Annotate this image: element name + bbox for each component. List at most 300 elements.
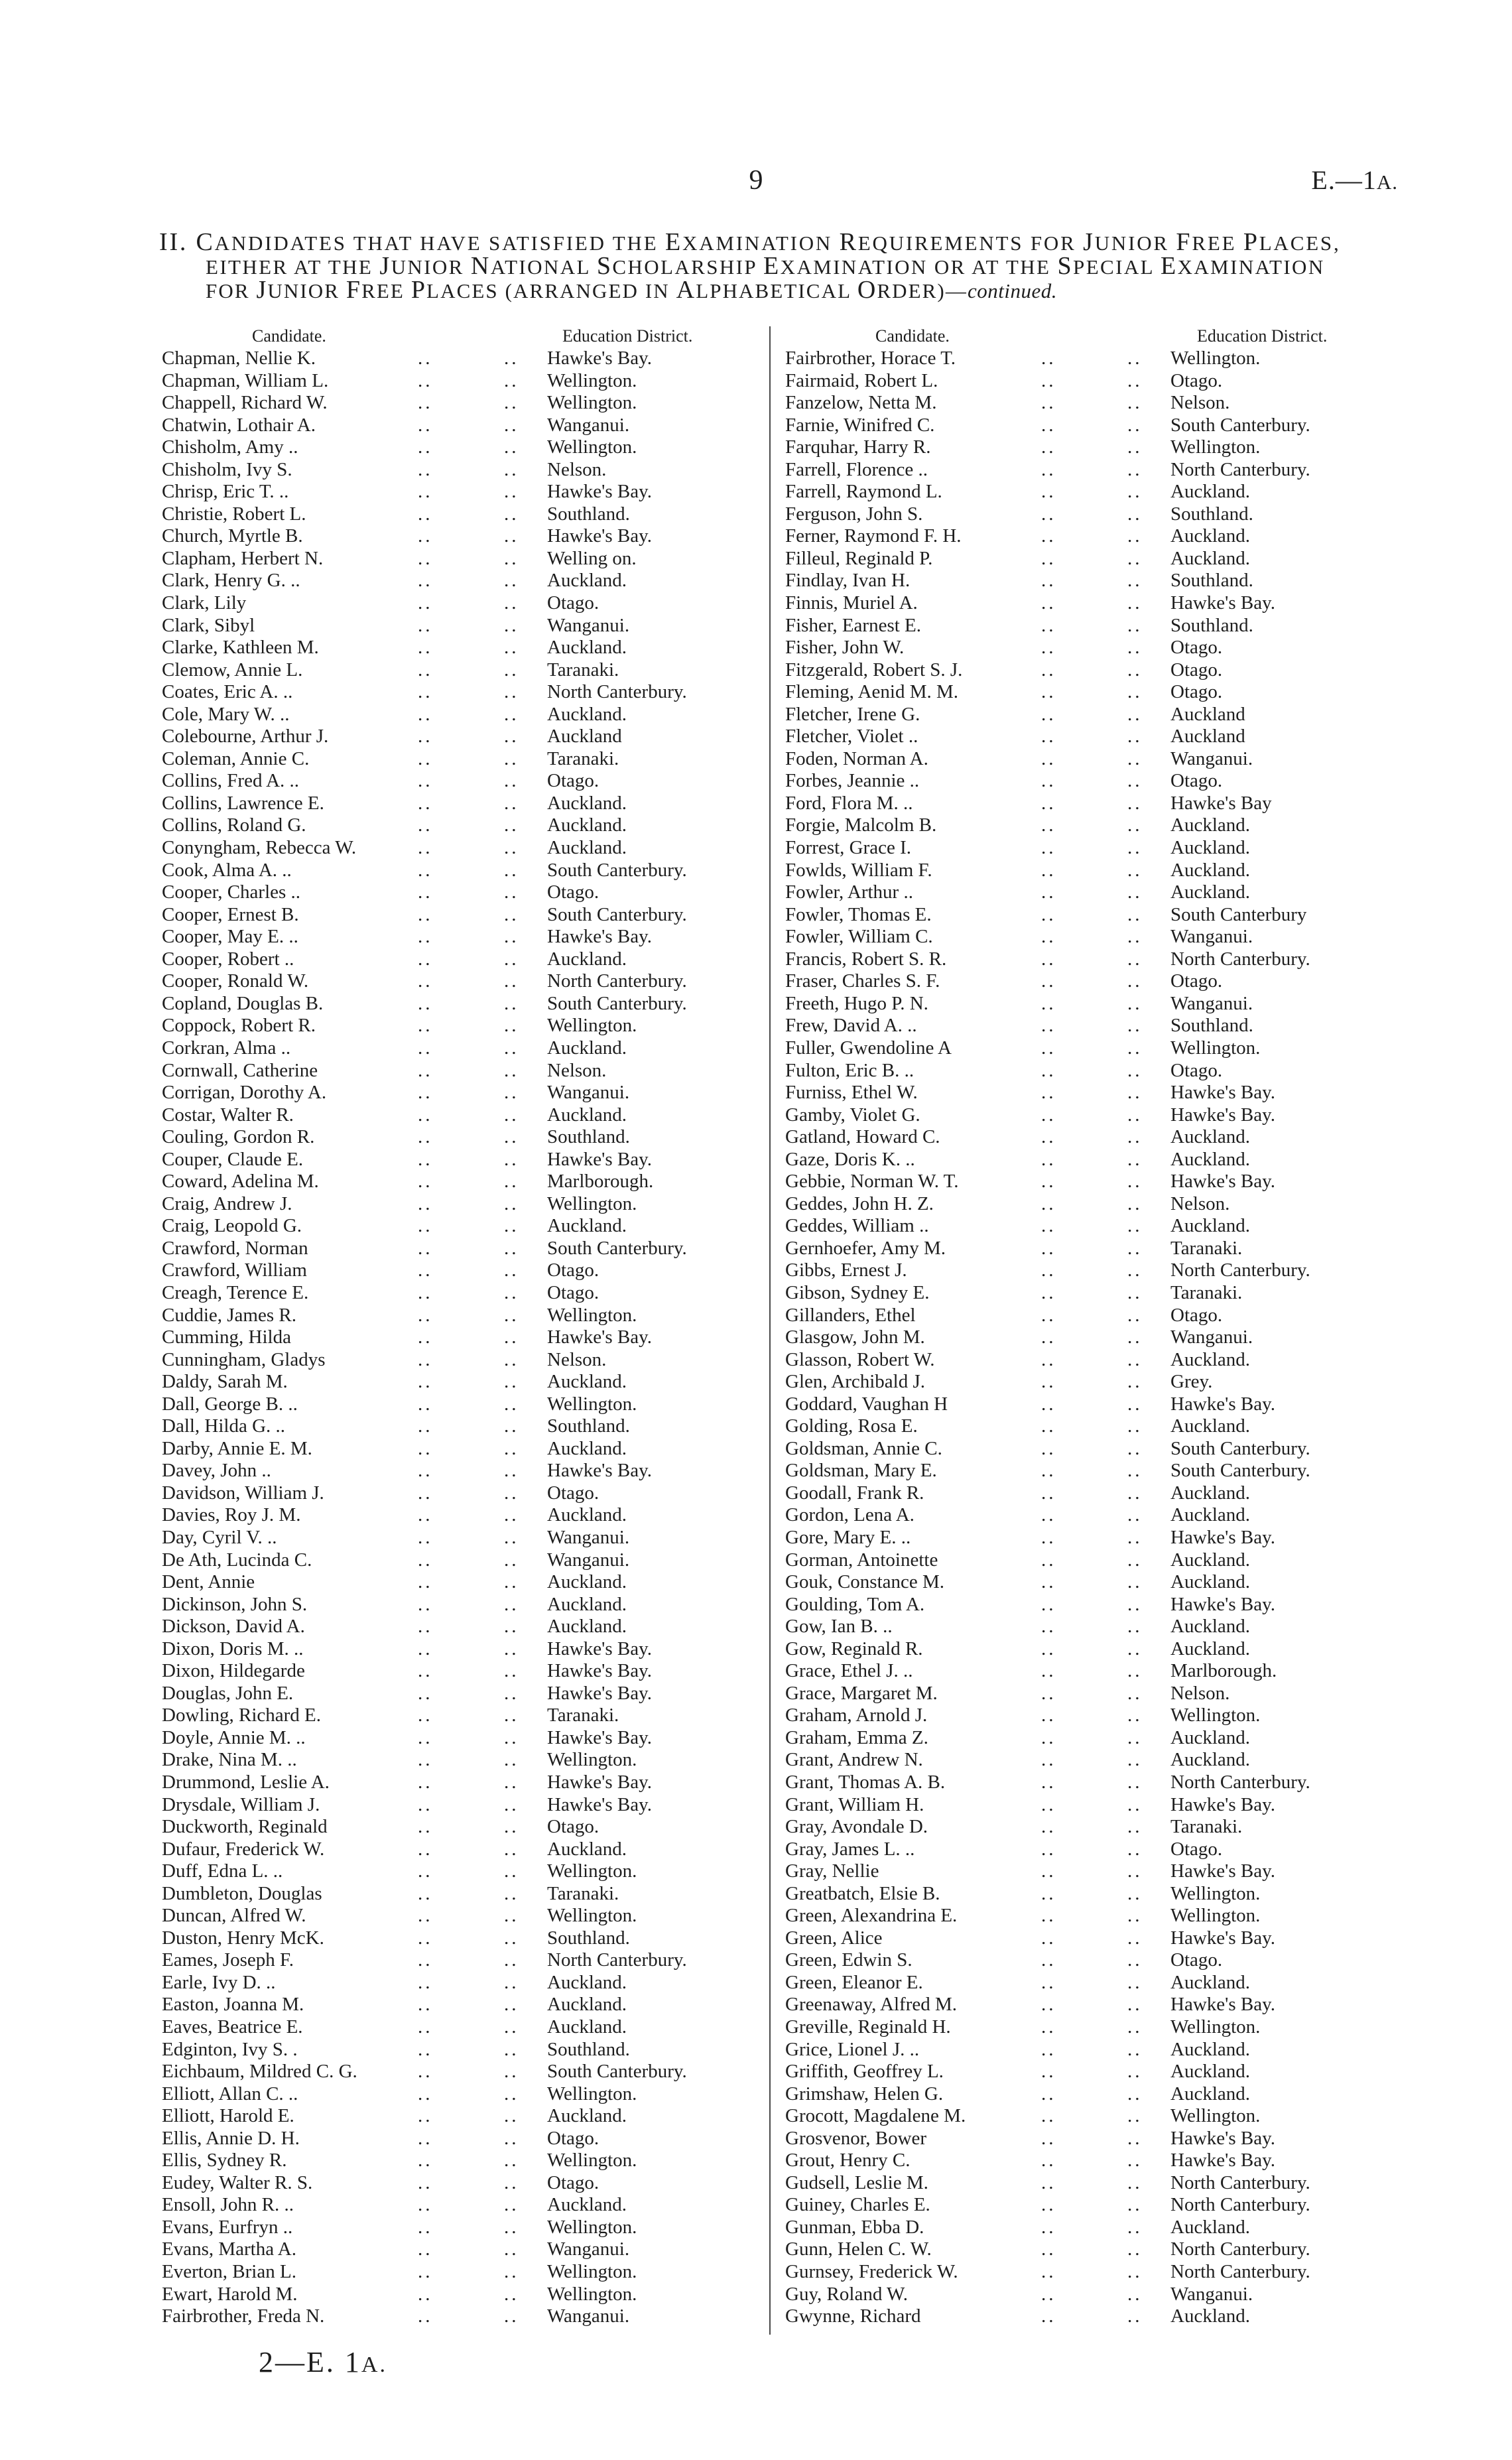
education-district: Auckland. <box>1170 1348 1250 1370</box>
leader-dots: .. <box>1127 1037 1143 1059</box>
leader-dots: .. <box>418 1327 433 1348</box>
leader-dots: .. <box>1127 1371 1143 1393</box>
leader-dots: .. <box>504 792 519 814</box>
candidate-row <box>159 1082 776 1104</box>
leader-dots: .. <box>1041 1504 1056 1526</box>
leader-dots: .. <box>418 859 433 881</box>
candidate-name: Dall, Hilda G. .. <box>162 1415 286 1437</box>
candidate-row <box>783 503 1399 526</box>
leader-dots: .. <box>504 1082 519 1104</box>
leader-dots: .. <box>1127 2150 1143 2171</box>
leader-dots: .. <box>418 1838 433 1860</box>
candidate-row <box>159 1994 776 2016</box>
leader-dots: .. <box>504 525 519 547</box>
candidate-name: Duncan, Alfred W. <box>162 1905 306 1927</box>
leader-dots: .. <box>418 1793 433 1815</box>
education-district: Wellington. <box>1170 1705 1261 1726</box>
leader-dots: .. <box>1127 881 1143 903</box>
leader-dots: .. <box>418 747 433 769</box>
candidate-name: Church, Myrtle B. <box>162 525 303 547</box>
leader-dots: .. <box>1041 1705 1056 1726</box>
leader-dots: .. <box>504 1682 519 1704</box>
candidate-row <box>783 481 1399 503</box>
candidate-name: Cumming, Hilda <box>162 1327 291 1348</box>
candidate-row <box>159 1616 776 1638</box>
leader-dots: .. <box>1041 525 1056 547</box>
candidate-name: Grace, Margaret M. <box>785 1682 938 1704</box>
leader-dots: .. <box>1041 1082 1056 1104</box>
candidate-name: De Ath, Lucinda C. <box>162 1549 312 1571</box>
candidate-name: Findlay, Ivan H. <box>785 570 911 592</box>
candidate-name: Chatwin, Lothair A. <box>162 414 316 436</box>
education-district: Wanganui. <box>1170 1327 1253 1348</box>
leader-dots: .. <box>418 1816 433 1838</box>
candidate-row <box>783 837 1399 860</box>
education-district: Auckland. <box>547 1571 627 1593</box>
education-district: Wellington. <box>547 369 637 391</box>
candidate-name: Ferguson, John S. <box>785 503 923 525</box>
education-district: Otago. <box>1170 970 1223 992</box>
leader-dots: .. <box>418 2016 433 2038</box>
candidate-row <box>783 1504 1399 1527</box>
education-district: Hawke's Bay. <box>1170 1793 1275 1815</box>
education-district: Auckland. <box>1170 2061 1250 2083</box>
candidate-name: Crawford, William <box>162 1260 307 1281</box>
leader-dots: .. <box>418 1148 433 1170</box>
leader-dots: .. <box>504 348 519 369</box>
leader-dots: .. <box>504 1905 519 1927</box>
leader-dots: .. <box>418 926 433 948</box>
candidate-name: Cooper, Ronald W. <box>162 970 309 992</box>
candidate-name: Grout, Henry C. <box>785 2150 911 2171</box>
leader-dots: .. <box>1041 1037 1056 1059</box>
leader-dots: .. <box>504 2061 519 2083</box>
candidate-name: Gordon, Lena A. <box>785 1504 914 1526</box>
education-district: Hawke's Bay. <box>547 1327 652 1348</box>
candidate-row <box>783 1438 1399 1460</box>
leader-dots: .. <box>418 1971 433 1993</box>
leader-dots: .. <box>1041 1015 1056 1037</box>
leader-dots: .. <box>504 547 519 569</box>
leader-dots: .. <box>1127 547 1143 569</box>
education-district: Auckland. <box>1170 547 1250 569</box>
leader-dots: .. <box>1041 2305 1056 2327</box>
leader-dots: .. <box>418 881 433 903</box>
candidate-row <box>159 1438 776 1460</box>
leader-dots: .. <box>1127 1393 1143 1415</box>
candidate-name: Green, Alexandrina E. <box>785 1905 958 1927</box>
leader-dots: .. <box>1041 1327 1056 1348</box>
leader-dots: .. <box>1127 637 1143 659</box>
leader-dots: .. <box>504 1437 519 1459</box>
leader-dots: .. <box>504 703 519 725</box>
candidate-row <box>159 348 776 370</box>
candidate-name: Everton, Brian L. <box>162 2261 296 2283</box>
candidate-name: Coward, Adelina M. <box>162 1171 319 1193</box>
leader-dots: .. <box>1127 1193 1143 1214</box>
candidate-name: Fuller, Gwendoline A <box>785 1037 952 1059</box>
candidate-name: Elliott, Allan C. .. <box>162 2083 298 2104</box>
candidate-name: Gorman, Antoinette <box>785 1549 938 1571</box>
leader-dots: .. <box>504 1994 519 2016</box>
leader-dots: .. <box>1127 436 1143 458</box>
leader-dots: .. <box>418 659 433 680</box>
education-district: Auckland. <box>1170 1482 1250 1504</box>
leader-dots: .. <box>1127 1437 1143 1459</box>
leader-dots: .. <box>1041 2038 1056 2060</box>
candidate-row <box>783 1816 1399 1839</box>
candidate-name: Fisher, John W. <box>785 637 905 659</box>
leader-dots: .. <box>418 1927 433 1949</box>
leader-dots: .. <box>504 1705 519 1726</box>
candidate-name: Farrell, Raymond L. <box>785 481 942 503</box>
leader-dots: .. <box>1127 2194 1143 2216</box>
candidate-name: Gudsell, Leslie M. <box>785 2171 928 2193</box>
education-district: Marlborough. <box>1170 1660 1277 1682</box>
leader-dots: .. <box>418 570 433 592</box>
education-district: Wellington. <box>1170 2105 1261 2127</box>
education-district: Auckland. <box>1170 814 1250 836</box>
leader-dots: .. <box>504 1015 519 1037</box>
candidate-row <box>159 2105 776 2128</box>
heading-line-2: EITHER AT THE JUNIOR NATIONAL SCHOLARSHIP EXAMINATION OR AT THE SPECIAL EXAMINATION <box>206 252 1325 280</box>
education-district: Hawke's Bay. <box>1170 1860 1275 1882</box>
candidate-name: Fairbrother, Freda N. <box>162 2305 325 2327</box>
candidate-name: Gow, Reginald R. <box>785 1638 923 1659</box>
candidate-name: Grace, Ethel J. .. <box>785 1660 913 1682</box>
candidate-name: Eichbaum, Mildred C. G. <box>162 2061 357 2083</box>
leader-dots: .. <box>1127 1860 1143 1882</box>
education-district: Hawke's Bay. <box>547 1726 652 1748</box>
heading-line-1: II. CANDIDATES THAT HAVE SATISFIED THE EXAMINATION REQUIREMENTS FOR JUNIOR FREE PLACES, <box>159 228 1341 256</box>
candidate-row <box>159 1104 776 1127</box>
candidate-row <box>783 814 1399 837</box>
leader-dots: .. <box>1041 726 1056 747</box>
candidate-row <box>159 1415 776 1438</box>
leader-dots: .. <box>418 2061 433 2083</box>
leader-dots: .. <box>1127 2083 1143 2104</box>
candidate-name: Cuddie, James R. <box>162 1304 296 1326</box>
candidate-row <box>159 970 776 993</box>
leader-dots: .. <box>1041 1281 1056 1303</box>
candidate-row <box>783 615 1399 637</box>
education-district: Auckland. <box>547 570 627 592</box>
leader-dots: .. <box>1127 2238 1143 2260</box>
education-district: Hawke's Bay. <box>547 481 652 503</box>
candidate-name: Grant, Thomas A. B. <box>785 1772 946 1793</box>
leader-dots: .. <box>1127 1304 1143 1326</box>
candidate-row <box>159 2238 776 2261</box>
leader-dots: .. <box>1127 747 1143 769</box>
candidate-row <box>783 770 1399 793</box>
education-district: Southland. <box>547 1927 630 1949</box>
leader-dots: .. <box>418 1037 433 1059</box>
leader-dots: .. <box>504 948 519 970</box>
leader-dots: .. <box>504 992 519 1014</box>
candidate-row <box>159 1060 776 1082</box>
leader-dots: .. <box>504 747 519 769</box>
leader-dots: .. <box>1127 1126 1143 1148</box>
candidate-row <box>783 2194 1399 2217</box>
education-district: Hawke's Bay. <box>1170 2150 1275 2171</box>
education-district: Hawke's Bay. <box>1170 1082 1275 1104</box>
leader-dots: .. <box>1041 392 1056 414</box>
candidate-name: Dumbleton, Douglas <box>162 1882 322 1904</box>
education-district: Taranaki. <box>547 1705 619 1726</box>
education-district: Southland. <box>1170 570 1253 592</box>
candidate-name: Ferner, Raymond F. H. <box>785 525 962 547</box>
candidate-row <box>783 1415 1399 1438</box>
education-district: Otago. <box>1170 770 1223 792</box>
leader-dots: .. <box>1127 2283 1143 2305</box>
candidate-row <box>783 2284 1399 2306</box>
education-district: Auckland. <box>547 2194 627 2216</box>
candidate-name: Chapman, William L. <box>162 369 329 391</box>
candidate-row <box>783 970 1399 993</box>
candidate-name: Clark, Henry G. .. <box>162 570 300 592</box>
candidate-row <box>159 904 776 927</box>
education-district: Nelson. <box>1170 392 1230 414</box>
education-district: North Canterbury. <box>1170 1772 1310 1793</box>
leader-dots: .. <box>504 1616 519 1638</box>
education-district: Wellington. <box>547 436 637 458</box>
candidate-row <box>783 1282 1399 1305</box>
education-district: Wellington. <box>547 2150 637 2171</box>
candidate-name: Filleul, Reginald P. <box>785 547 933 569</box>
candidate-row <box>783 681 1399 704</box>
leader-dots: .. <box>504 2150 519 2171</box>
candidate-row <box>159 1749 776 1772</box>
leader-dots: .. <box>1127 392 1143 414</box>
education-district: Auckland. <box>1170 1749 1250 1771</box>
leader-dots: .. <box>504 2016 519 2038</box>
page-reference <box>1311 164 1398 196</box>
leader-dots: .. <box>504 614 519 636</box>
leader-dots: .. <box>1127 1460 1143 1482</box>
candidate-row <box>783 2172 1399 2195</box>
candidate-name: Collins, Fred A. .. <box>162 770 300 792</box>
leader-dots: .. <box>504 1660 519 1682</box>
education-district: Hawke's Bay <box>1170 792 1272 814</box>
leader-dots: .. <box>504 369 519 391</box>
leader-dots: .. <box>1041 1838 1056 1860</box>
candidate-row <box>159 1371 776 1393</box>
education-district: Taranaki. <box>547 747 619 769</box>
education-district: Auckland <box>1170 703 1245 725</box>
leader-dots: .. <box>1041 1260 1056 1281</box>
leader-dots: .. <box>418 2216 433 2238</box>
education-district: Wanganui. <box>1170 2283 1253 2305</box>
candidate-row <box>159 2061 776 2083</box>
candidate-row <box>159 2083 776 2106</box>
leader-dots: .. <box>418 1994 433 2016</box>
leader-dots: .. <box>1127 903 1143 925</box>
education-district: South Canterbury. <box>547 903 687 925</box>
education-district: Marlborough. <box>547 1171 654 1193</box>
leader-dots: .. <box>1127 1104 1143 1126</box>
candidate-row <box>783 2016 1399 2039</box>
leader-dots: .. <box>1127 1726 1143 1748</box>
leader-dots: .. <box>1041 436 1056 458</box>
candidate-row <box>783 1860 1399 1883</box>
candidate-row <box>783 993 1399 1015</box>
leader-dots: .. <box>418 1348 433 1370</box>
leader-dots: .. <box>1127 1215 1143 1237</box>
leader-dots: .. <box>504 1260 519 1281</box>
candidate-row <box>783 1305 1399 1327</box>
leader-dots: .. <box>1127 1927 1143 1949</box>
education-district: Southland. <box>1170 1015 1253 1037</box>
candidate-row <box>783 2061 1399 2083</box>
candidate-row <box>159 1037 776 1060</box>
candidate-name: Couling, Gordon R. <box>162 1126 315 1148</box>
candidate-name: Dickinson, John S. <box>162 1593 308 1615</box>
leader-dots: .. <box>418 2238 433 2260</box>
reference-suffix: A. <box>1376 170 1398 194</box>
leader-dots: .. <box>418 1593 433 1615</box>
candidate-name: Clapham, Herbert N. <box>162 547 324 569</box>
candidate-row <box>783 1060 1399 1082</box>
leader-dots: .. <box>1041 2083 1056 2104</box>
candidate-name: Goldsman, Mary E. <box>785 1460 937 1482</box>
leader-dots: .. <box>1127 570 1143 592</box>
leader-dots: .. <box>504 1927 519 1949</box>
candidate-row <box>783 370 1399 393</box>
education-district: Southland. <box>547 503 630 525</box>
candidate-row <box>159 415 776 437</box>
leader-dots: .. <box>1127 1705 1143 1726</box>
leader-dots: .. <box>1127 1526 1143 1548</box>
candidate-name: Gamby, Violet G. <box>785 1104 920 1126</box>
leader-dots: .. <box>1127 1504 1143 1526</box>
leader-dots: .. <box>504 436 519 458</box>
leader-dots: .. <box>1127 1949 1143 1971</box>
leader-dots: .. <box>504 1171 519 1193</box>
education-district: North Canterbury. <box>1170 458 1310 480</box>
leader-dots: .. <box>504 1860 519 1882</box>
candidate-name: Golding, Rosa E. <box>785 1415 918 1437</box>
education-district: Hawke's Bay. <box>547 525 652 547</box>
leader-dots: .. <box>1041 2216 1056 2238</box>
education-district: Auckland. <box>547 1593 627 1615</box>
leader-dots: .. <box>1041 1772 1056 1793</box>
leader-dots: .. <box>504 1371 519 1393</box>
candidate-name: Duckworth, Reginald <box>162 1816 328 1838</box>
candidate-name: Eudey, Walter R. S. <box>162 2171 313 2193</box>
candidate-name: Gouk, Constance M. <box>785 1571 945 1593</box>
leader-dots: .. <box>1041 1660 1056 1682</box>
candidate-row <box>159 637 776 659</box>
education-district: Auckland. <box>547 637 627 659</box>
candidate-row <box>783 2128 1399 2150</box>
leader-dots: .. <box>1041 2194 1056 2216</box>
leader-dots: .. <box>1041 2261 1056 2283</box>
leader-dots: .. <box>1041 1348 1056 1370</box>
leader-dots: .. <box>1127 2016 1143 2038</box>
candidate-name: Colebourne, Arthur J. <box>162 726 329 747</box>
candidate-name: Farnie, Winifred C. <box>785 414 935 436</box>
candidate-name: Fowlds, William F. <box>785 859 932 881</box>
candidate-row <box>783 1104 1399 1127</box>
education-district: Auckland. <box>547 1971 627 1993</box>
leader-dots: .. <box>504 1193 519 1214</box>
candidate-name: Cooper, May E. .. <box>162 926 298 948</box>
leader-dots: .. <box>504 2261 519 2283</box>
leader-dots: .. <box>1127 1616 1143 1638</box>
leader-dots: .. <box>418 2150 433 2171</box>
candidate-name: Cooper, Robert .. <box>162 948 294 970</box>
education-district: Wellington. <box>1170 1882 1261 1904</box>
right-column-header <box>783 322 1399 348</box>
leader-dots: .. <box>1041 458 1056 480</box>
candidate-name: Darby, Annie E. M. <box>162 1437 312 1459</box>
leader-dots: .. <box>504 458 519 480</box>
leader-dots: .. <box>504 1593 519 1615</box>
leader-dots: .. <box>1041 481 1056 503</box>
candidate-name: Conyngham, Rebecca W. <box>162 837 357 859</box>
leader-dots: .. <box>418 1260 433 1281</box>
candidate-row <box>783 1927 1399 1950</box>
education-district: Auckland. <box>1170 837 1250 859</box>
leader-dots: .. <box>418 1437 433 1459</box>
education-district: Auckland. <box>547 792 627 814</box>
education-district: Otago. <box>547 1482 599 1504</box>
candidate-row <box>159 1949 776 1972</box>
candidate-name: Fowler, Arthur .. <box>785 881 913 903</box>
candidate-name: Coleman, Annie C. <box>162 747 310 769</box>
leader-dots: .. <box>504 1793 519 1815</box>
candidate-name: Forgie, Malcolm B. <box>785 814 937 836</box>
candidate-name: Craig, Andrew J. <box>162 1193 292 1214</box>
education-district: North Canterbury. <box>547 970 687 992</box>
leader-dots: .. <box>504 2083 519 2104</box>
education-district: Auckland. <box>1170 525 1250 547</box>
leader-dots: .. <box>1127 1994 1143 2016</box>
education-district: Auckland. <box>547 1616 627 1638</box>
candidate-row <box>159 814 776 837</box>
education-district: Otago. <box>1170 637 1223 659</box>
leader-dots: .. <box>504 1949 519 1971</box>
leader-dots: .. <box>1041 1682 1056 1704</box>
leader-dots: .. <box>504 1638 519 1659</box>
candidate-name: Guy, Roland W. <box>785 2283 909 2305</box>
leader-dots: .. <box>418 1460 433 1482</box>
education-district: Hawke's Bay. <box>1170 1994 1275 2016</box>
candidate-row <box>783 1082 1399 1104</box>
leader-dots: .. <box>1041 1171 1056 1193</box>
leader-dots: .. <box>1127 2216 1143 2238</box>
leader-dots: .. <box>1127 1327 1143 1348</box>
candidate-name: Graham, Arnold J. <box>785 1705 928 1726</box>
candidate-row <box>783 1215 1399 1238</box>
leader-dots: .. <box>1127 1549 1143 1571</box>
candidate-name: Gatland, Howard C. <box>785 1126 940 1148</box>
candidate-name: Evans, Martha A. <box>162 2238 296 2260</box>
education-district: Otago. <box>547 1281 599 1303</box>
candidate-row <box>783 1905 1399 1927</box>
candidate-name: Gurnsey, Frederick W. <box>785 2261 958 2283</box>
candidate-name: Ewart, Harold M. <box>162 2283 298 2305</box>
candidate-row <box>159 1594 776 1616</box>
education-district: North Canterbury. <box>1170 2238 1310 2260</box>
leader-dots: .. <box>1041 614 1056 636</box>
education-district: Auckland. <box>1170 481 1250 503</box>
education-district: Auckland. <box>1170 1616 1250 1638</box>
education-district: Auckland. <box>547 1437 627 1459</box>
candidate-row <box>159 659 776 682</box>
leader-dots: .. <box>504 903 519 925</box>
district-header: Education District. <box>562 326 693 346</box>
